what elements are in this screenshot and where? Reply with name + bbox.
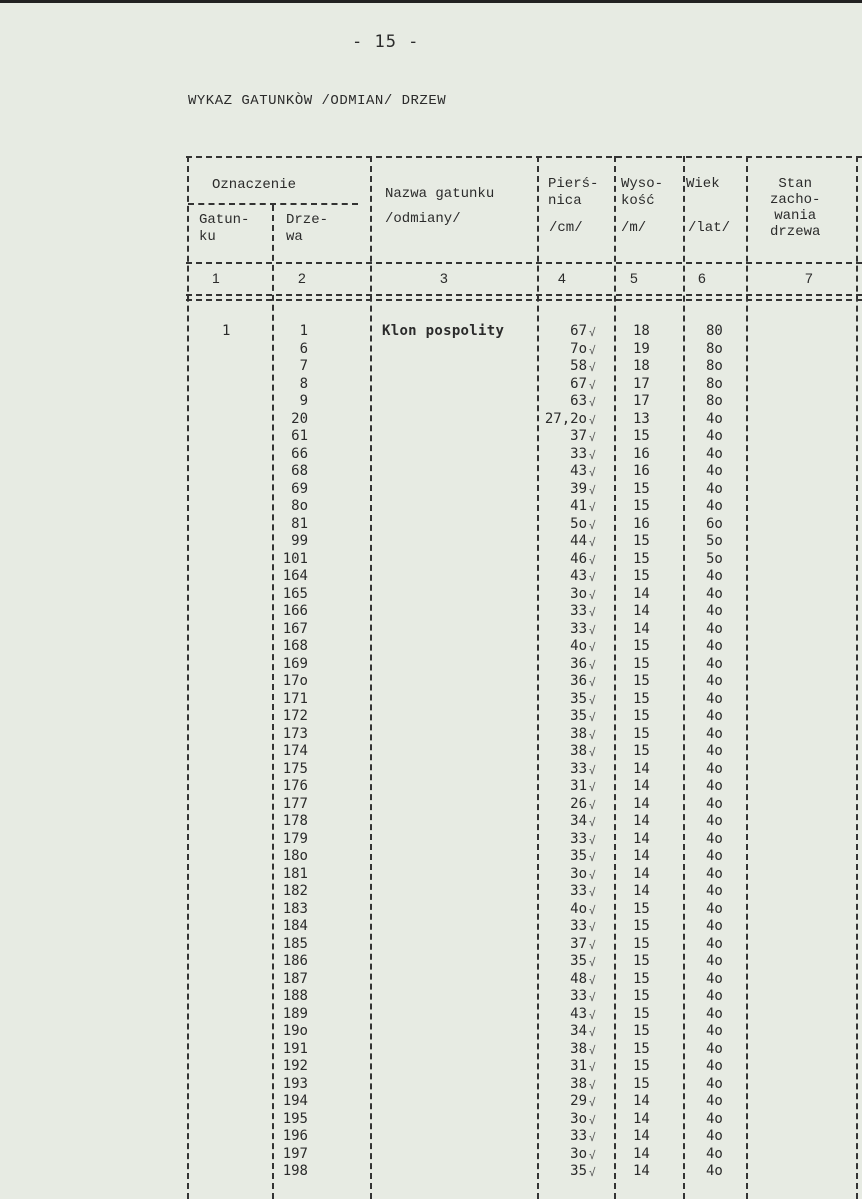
tree-number: 177 bbox=[282, 795, 308, 812]
height-value: 15 bbox=[633, 918, 650, 934]
girth-value: 33 bbox=[570, 760, 587, 777]
tree-number: 19o bbox=[282, 1023, 308, 1039]
girth-value: 67 bbox=[570, 323, 587, 339]
tree-number: 17o bbox=[282, 673, 308, 689]
age-value: 4o bbox=[706, 410, 723, 427]
age-value: 4o bbox=[706, 638, 723, 654]
tree-number: 101 bbox=[282, 550, 308, 567]
age-value: 4o bbox=[706, 480, 723, 497]
age-value: 5o bbox=[706, 533, 723, 549]
column-number-1: 1 bbox=[212, 270, 220, 286]
check-mark-icon: √ bbox=[589, 816, 596, 829]
tree-number: 168 bbox=[282, 638, 308, 654]
height-value: 15 bbox=[633, 743, 650, 759]
check-mark-icon: √ bbox=[589, 483, 596, 497]
tree-number: 187 bbox=[282, 970, 308, 987]
check-mark-icon: √ bbox=[589, 1166, 596, 1179]
height-value: 15 bbox=[633, 988, 650, 1004]
header-nazwa-gatunku: Nazwa gatunku bbox=[385, 186, 495, 202]
girth-value: 3o bbox=[570, 585, 587, 602]
header-top-rule bbox=[186, 156, 862, 158]
height-value: 15 bbox=[633, 1023, 650, 1039]
tree-number: 166 bbox=[282, 603, 308, 619]
height-value: 15 bbox=[633, 1040, 650, 1057]
girth-value: 31 bbox=[570, 778, 587, 794]
height-value: 14 bbox=[633, 778, 650, 794]
height-value: 16 bbox=[633, 515, 650, 532]
height-value: 17 bbox=[633, 375, 650, 392]
check-mark-icon: √ bbox=[589, 588, 596, 602]
check-mark-icon: √ bbox=[589, 693, 596, 707]
check-mark-icon: √ bbox=[589, 1148, 596, 1162]
check-mark-icon: √ bbox=[589, 1078, 596, 1092]
check-mark-icon: √ bbox=[589, 466, 596, 479]
column-number-3: 3 bbox=[440, 270, 448, 286]
check-mark-icon: √ bbox=[589, 641, 596, 654]
tree-number: 186 bbox=[282, 953, 308, 969]
check-mark-icon: √ bbox=[589, 361, 596, 374]
girth-value: 5o bbox=[570, 515, 587, 532]
girth-value: 26 bbox=[570, 795, 587, 812]
tree-number: 174 bbox=[282, 743, 308, 759]
tree-number: 196 bbox=[282, 1128, 308, 1144]
column-number-2: 2 bbox=[298, 270, 306, 286]
age-value: 4o bbox=[706, 1145, 723, 1162]
girth-value: 4o bbox=[570, 900, 587, 917]
check-mark-icon: √ bbox=[589, 1043, 596, 1057]
girth-value: 58 bbox=[570, 358, 587, 374]
tree-number: 198 bbox=[282, 1163, 308, 1179]
header-piersnica: Pierś- nica bbox=[548, 176, 599, 209]
girth-value: 7o bbox=[570, 340, 587, 357]
girth-value: 3o bbox=[570, 1110, 587, 1127]
check-mark-icon: √ bbox=[589, 886, 596, 899]
check-mark-icon: √ bbox=[589, 798, 596, 812]
check-mark-icon: √ bbox=[589, 851, 596, 864]
tree-number: 176 bbox=[282, 778, 308, 794]
check-mark-icon: √ bbox=[589, 623, 596, 637]
check-mark-icon: √ bbox=[589, 1131, 596, 1144]
header-double-rule bbox=[186, 294, 862, 301]
height-value: 14 bbox=[633, 865, 650, 882]
tree-number: 81 bbox=[291, 515, 308, 532]
height-value: 14 bbox=[633, 620, 650, 637]
col-border-1-2 bbox=[272, 205, 274, 1199]
girth-value: 33 bbox=[570, 918, 587, 934]
tree-number: 167 bbox=[282, 620, 308, 637]
age-value: 4o bbox=[706, 1040, 723, 1057]
height-value: 15 bbox=[633, 1005, 650, 1022]
girth-value: 43 bbox=[570, 463, 587, 479]
age-value: 8o bbox=[706, 375, 723, 392]
girth-value: 35 bbox=[570, 1163, 587, 1179]
check-mark-icon: √ bbox=[589, 553, 596, 567]
age-value: 4o bbox=[706, 1005, 723, 1022]
girth-value: 44 bbox=[570, 533, 587, 549]
height-value: 14 bbox=[633, 795, 650, 812]
header-oznaczenie: Oznaczenie bbox=[212, 177, 297, 193]
girth-value: 37 bbox=[570, 935, 587, 952]
tree-number: 175 bbox=[282, 760, 308, 777]
height-value: 15 bbox=[633, 533, 650, 549]
age-value: 8o bbox=[706, 340, 723, 357]
check-mark-icon: √ bbox=[589, 973, 596, 987]
girth-value: 39 bbox=[570, 480, 587, 497]
age-value: 4o bbox=[706, 883, 723, 899]
age-value: 4o bbox=[706, 725, 723, 742]
girth-value: 36 bbox=[570, 655, 587, 672]
tree-number: 193 bbox=[282, 1075, 308, 1092]
girth-value: 3o bbox=[570, 865, 587, 882]
check-mark-icon: √ bbox=[589, 536, 596, 549]
check-mark-icon: √ bbox=[589, 343, 596, 357]
age-value: 4o bbox=[706, 935, 723, 952]
check-mark-icon: √ bbox=[589, 868, 596, 882]
tree-number: 179 bbox=[282, 830, 308, 847]
check-mark-icon: √ bbox=[589, 781, 596, 794]
height-value: 15 bbox=[633, 900, 650, 917]
tree-number: 173 bbox=[282, 725, 308, 742]
height-value: 18 bbox=[633, 323, 650, 339]
girth-value: 27,2o bbox=[544, 410, 587, 427]
girth-value: 33 bbox=[570, 603, 587, 619]
check-mark-icon: √ bbox=[589, 413, 596, 427]
height-value: 14 bbox=[633, 760, 650, 777]
age-value: 4o bbox=[706, 498, 723, 514]
check-mark-icon: √ bbox=[589, 431, 596, 444]
height-value: 14 bbox=[633, 1093, 650, 1109]
col-border-right bbox=[856, 156, 858, 1199]
document-title: WYKAZ GATUNKÒW /ODMIAN/ DRZEW bbox=[188, 93, 447, 109]
check-mark-icon: √ bbox=[589, 921, 596, 934]
height-value: 15 bbox=[633, 690, 650, 707]
age-value: 4o bbox=[706, 708, 723, 724]
height-value: 15 bbox=[633, 638, 650, 654]
header-drzewa: Drze- wa bbox=[286, 212, 329, 245]
column-number-6: 6 bbox=[698, 270, 706, 286]
check-mark-icon: √ bbox=[589, 728, 596, 742]
age-value: 4o bbox=[706, 778, 723, 794]
tree-number: 69 bbox=[291, 480, 308, 497]
check-mark-icon: √ bbox=[589, 956, 596, 969]
height-value: 14 bbox=[633, 603, 650, 619]
height-value: 14 bbox=[633, 1128, 650, 1144]
height-value: 15 bbox=[633, 498, 650, 514]
height-value: 14 bbox=[633, 830, 650, 847]
check-mark-icon: √ bbox=[589, 833, 596, 847]
check-mark-icon: √ bbox=[589, 326, 596, 339]
age-value: 4o bbox=[706, 603, 723, 619]
top-edge-line bbox=[0, 0, 862, 3]
check-mark-icon: √ bbox=[589, 1113, 596, 1127]
age-value: 80 bbox=[706, 323, 723, 339]
check-mark-icon: √ bbox=[589, 501, 596, 514]
header-wiek: Wiek bbox=[686, 176, 720, 192]
age-value: 4o bbox=[706, 1058, 723, 1074]
girth-value: 35 bbox=[570, 708, 587, 724]
height-value: 19 bbox=[633, 340, 650, 357]
height-value: 15 bbox=[633, 935, 650, 952]
age-value: 4o bbox=[706, 743, 723, 759]
check-mark-icon: √ bbox=[589, 676, 596, 689]
height-value: 15 bbox=[633, 655, 650, 672]
check-mark-icon: √ bbox=[589, 378, 596, 392]
height-value: 15 bbox=[633, 725, 650, 742]
height-value: 15 bbox=[633, 708, 650, 724]
col-border-3-4 bbox=[537, 156, 539, 1199]
age-value: 4o bbox=[706, 970, 723, 987]
tree-number: 178 bbox=[282, 813, 308, 829]
girth-value: 34 bbox=[570, 813, 587, 829]
girth-value: 33 bbox=[570, 620, 587, 637]
age-value: 4o bbox=[706, 830, 723, 847]
age-value: 4o bbox=[706, 673, 723, 689]
col-border-5-6 bbox=[683, 156, 685, 1199]
height-value: 17 bbox=[633, 393, 650, 409]
height-value: 14 bbox=[633, 1110, 650, 1127]
age-value: 4o bbox=[706, 795, 723, 812]
girth-value: 33 bbox=[570, 830, 587, 847]
check-mark-icon: √ bbox=[589, 606, 596, 619]
header-wysokosc-unit: /m/ bbox=[621, 220, 647, 236]
check-mark-icon: √ bbox=[589, 711, 596, 724]
height-value: 14 bbox=[633, 883, 650, 899]
species-name: Klon pospolity bbox=[382, 323, 505, 339]
gatunek-number: 1 bbox=[222, 323, 231, 339]
tree-number: 195 bbox=[282, 1110, 308, 1127]
height-value: 15 bbox=[633, 550, 650, 567]
tree-number: 9 bbox=[299, 393, 308, 409]
age-value: 4o bbox=[706, 953, 723, 969]
tree-number: 68 bbox=[291, 463, 308, 479]
header-odmiany: /odmiany/ bbox=[385, 211, 461, 227]
tree-number: 66 bbox=[291, 445, 308, 462]
girth-value: 33 bbox=[570, 883, 587, 899]
height-value: 15 bbox=[633, 1058, 650, 1074]
tree-number: 61 bbox=[291, 428, 308, 444]
tree-number: 189 bbox=[282, 1005, 308, 1022]
age-value: 4o bbox=[706, 848, 723, 864]
header-wiek-unit: /lat/ bbox=[688, 220, 731, 236]
age-value: 4o bbox=[706, 445, 723, 462]
height-value: 15 bbox=[633, 480, 650, 497]
age-value: 4o bbox=[706, 690, 723, 707]
tree-number: 171 bbox=[282, 690, 308, 707]
age-value: 4o bbox=[706, 865, 723, 882]
girth-value: 33 bbox=[570, 445, 587, 462]
height-value: 13 bbox=[633, 410, 650, 427]
check-mark-icon: √ bbox=[589, 1008, 596, 1022]
check-mark-icon: √ bbox=[589, 448, 596, 462]
girth-value: 36 bbox=[570, 673, 587, 689]
age-value: 4o bbox=[706, 1128, 723, 1144]
header-stan-zachowania: Stan zacho- wania drzewa bbox=[770, 176, 821, 240]
girth-value: 3o bbox=[570, 1145, 587, 1162]
tree-number: 169 bbox=[282, 655, 308, 672]
girth-value: 35 bbox=[570, 848, 587, 864]
age-value: 4o bbox=[706, 918, 723, 934]
girth-value: 38 bbox=[570, 725, 587, 742]
age-value: 4o bbox=[706, 1023, 723, 1039]
header-bottom-rule bbox=[186, 262, 862, 264]
tree-number: 172 bbox=[282, 708, 308, 724]
header-wysokosc: Wyso- kość bbox=[621, 176, 664, 209]
check-mark-icon: √ bbox=[589, 746, 596, 759]
tree-number: 164 bbox=[282, 568, 308, 584]
tree-number: 1 bbox=[299, 323, 308, 339]
check-mark-icon: √ bbox=[589, 518, 596, 532]
age-value: 4o bbox=[706, 568, 723, 584]
check-mark-icon: √ bbox=[589, 1026, 596, 1039]
tree-number: 194 bbox=[282, 1093, 308, 1109]
check-mark-icon: √ bbox=[589, 763, 596, 777]
age-value: 4o bbox=[706, 655, 723, 672]
age-value: 8o bbox=[706, 393, 723, 409]
girth-value: 38 bbox=[570, 743, 587, 759]
girth-value: 38 bbox=[570, 1040, 587, 1057]
girth-value: 46 bbox=[570, 550, 587, 567]
column-number-4: 4 bbox=[558, 270, 566, 286]
girth-value: 29 bbox=[570, 1093, 587, 1109]
height-value: 15 bbox=[633, 428, 650, 444]
tree-number: 185 bbox=[282, 935, 308, 952]
age-value: 4o bbox=[706, 1163, 723, 1179]
girth-value: 43 bbox=[570, 568, 587, 584]
check-mark-icon: √ bbox=[589, 571, 596, 584]
age-value: 6o bbox=[706, 515, 723, 532]
age-value: 4o bbox=[706, 760, 723, 777]
tree-number: 188 bbox=[282, 988, 308, 1004]
column-number-7: 7 bbox=[805, 270, 813, 286]
tree-number: 99 bbox=[291, 533, 308, 549]
girth-value: 41 bbox=[570, 498, 587, 514]
height-value: 16 bbox=[633, 463, 650, 479]
column-number-5: 5 bbox=[630, 270, 638, 286]
tree-number: 165 bbox=[282, 585, 308, 602]
height-value: 15 bbox=[633, 970, 650, 987]
girth-value: 43 bbox=[570, 1005, 587, 1022]
age-value: 4o bbox=[706, 1093, 723, 1109]
age-value: 8o bbox=[706, 358, 723, 374]
age-value: 5o bbox=[706, 550, 723, 567]
tree-number: 184 bbox=[282, 918, 308, 934]
age-value: 4o bbox=[706, 988, 723, 1004]
age-value: 4o bbox=[706, 428, 723, 444]
tree-number: 20 bbox=[291, 410, 308, 427]
check-mark-icon: √ bbox=[589, 903, 596, 917]
tree-number: 181 bbox=[282, 865, 308, 882]
tree-number: 18o bbox=[282, 848, 308, 864]
height-value: 15 bbox=[633, 673, 650, 689]
header-piersnica-unit: /cm/ bbox=[549, 220, 583, 236]
girth-value: 4o bbox=[570, 638, 587, 654]
tree-number: 183 bbox=[282, 900, 308, 917]
check-mark-icon: √ bbox=[589, 1061, 596, 1074]
girth-value: 33 bbox=[570, 988, 587, 1004]
col-border-2-3 bbox=[370, 156, 372, 1199]
girth-value: 63 bbox=[570, 393, 587, 409]
height-value: 15 bbox=[633, 1075, 650, 1092]
age-value: 4o bbox=[706, 463, 723, 479]
check-mark-icon: √ bbox=[589, 396, 596, 409]
girth-value: 67 bbox=[570, 375, 587, 392]
check-mark-icon: √ bbox=[589, 938, 596, 952]
girth-value: 35 bbox=[570, 953, 587, 969]
tree-number: 8 bbox=[299, 375, 308, 392]
age-value: 4o bbox=[706, 585, 723, 602]
girth-value: 38 bbox=[570, 1075, 587, 1092]
height-value: 14 bbox=[633, 1163, 650, 1179]
check-mark-icon: √ bbox=[589, 1096, 596, 1109]
col-border-left bbox=[187, 156, 189, 1199]
height-value: 14 bbox=[633, 848, 650, 864]
age-value: 4o bbox=[706, 1110, 723, 1127]
height-value: 14 bbox=[633, 813, 650, 829]
girth-value: 34 bbox=[570, 1023, 587, 1039]
height-value: 18 bbox=[633, 358, 650, 374]
check-mark-icon: √ bbox=[589, 658, 596, 672]
girth-value: 37 bbox=[570, 428, 587, 444]
girth-value: 31 bbox=[570, 1058, 587, 1074]
tree-number: 182 bbox=[282, 883, 308, 899]
tree-number: 6 bbox=[299, 340, 308, 357]
col-border-4-5 bbox=[614, 156, 616, 1199]
girth-value: 48 bbox=[570, 970, 587, 987]
height-value: 16 bbox=[633, 445, 650, 462]
tree-number: 191 bbox=[282, 1040, 308, 1057]
tree-number: 8o bbox=[291, 498, 308, 514]
tree-number: 197 bbox=[282, 1145, 308, 1162]
height-value: 15 bbox=[633, 568, 650, 584]
col-border-6-7 bbox=[746, 156, 748, 1199]
age-value: 4o bbox=[706, 1075, 723, 1092]
girth-value: 33 bbox=[570, 1128, 587, 1144]
height-value: 14 bbox=[633, 585, 650, 602]
header-gatunku: Gatun- ku bbox=[199, 212, 250, 245]
age-value: 4o bbox=[706, 900, 723, 917]
age-value: 4o bbox=[706, 620, 723, 637]
age-value: 4o bbox=[706, 813, 723, 829]
tree-number: 7 bbox=[299, 358, 308, 374]
page-number: - 15 - bbox=[352, 32, 420, 52]
height-value: 14 bbox=[633, 1145, 650, 1162]
tree-number: 192 bbox=[282, 1058, 308, 1074]
girth-value: 35 bbox=[570, 690, 587, 707]
check-mark-icon: √ bbox=[589, 991, 596, 1004]
height-value: 15 bbox=[633, 953, 650, 969]
